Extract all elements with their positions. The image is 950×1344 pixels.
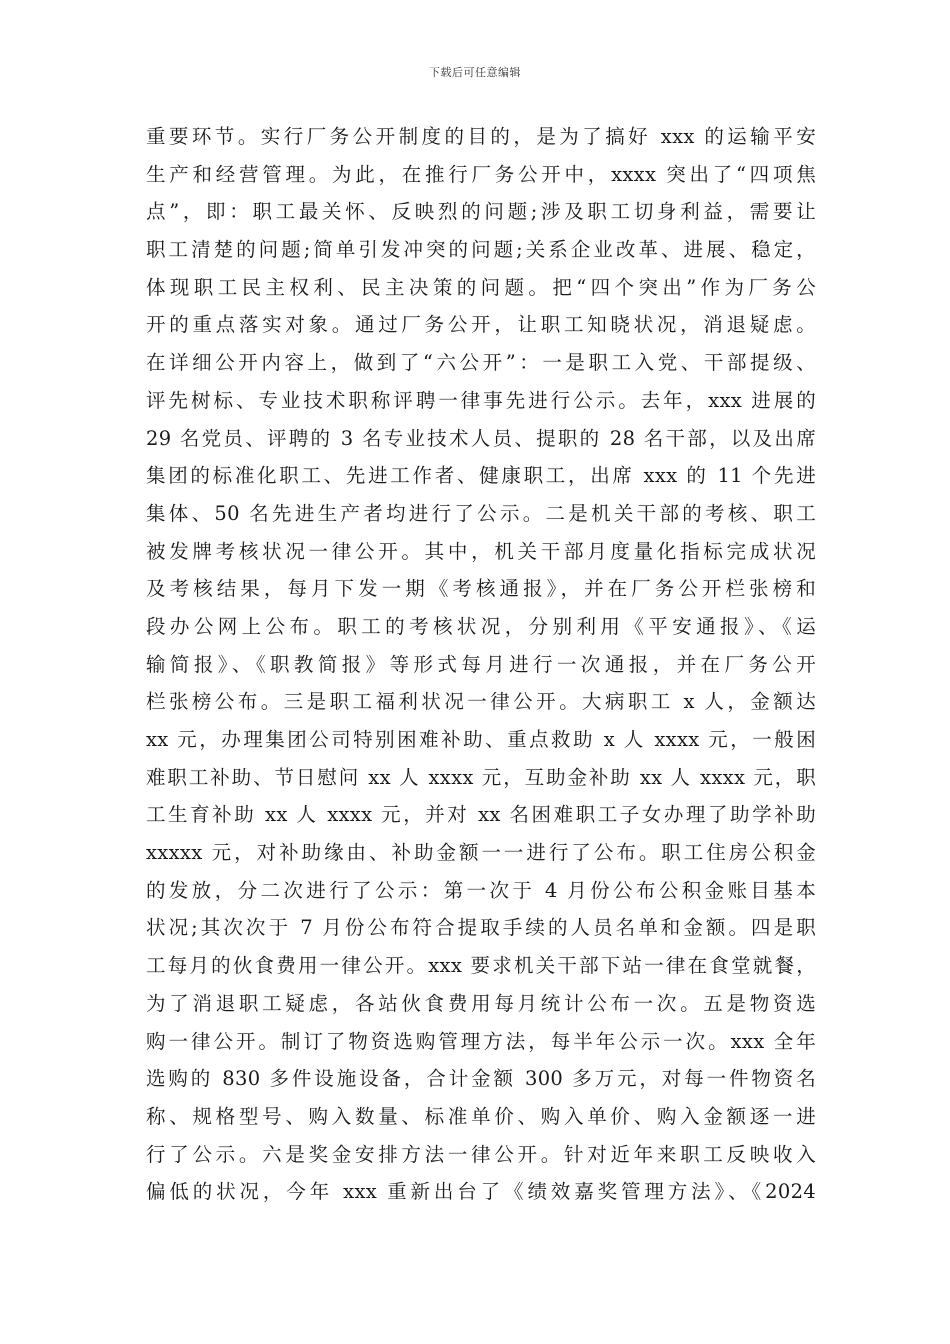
text-line: 及考核结果，每月下发一期《考核通报》，并在厂务公开栏张榜和 [146,577,816,601]
text-line: 工生育补助 xx 人 xxxx 元，并对 xx 名困难职工子女办理了助学补助 [146,803,816,827]
page-header-note: 下载后可任意编辑 [429,66,521,79]
text-line: 行了公示。六是奖金安排方法一律公开。针对近年来职工反映收入 [146,1142,816,1166]
text-line: 评先树标、专业技术职称评聘一律事先进行公示。去年，xxx 进展的 [146,388,816,412]
text-line: 开的重点落实对象。通过厂务公开，让职工知晓状况，消退疑虑。 [146,313,816,337]
text-line: 状况;其次次于 7 月份公布符合提取手续的人员名单和金额。四是职 [146,916,816,940]
text-line: 点”，即：职工最关怀、反映烈的问题;涉及职工切身利益，需要让 [146,200,816,224]
text-line: xx 元，办理集团公司特别困难补助、重点救助 x 人 xxxx 元，一般困 [146,728,816,751]
text-line: 29 名党员、评聘的 3 名专业技术人员、提职的 28 名干部，以及出席 [146,426,816,450]
text-line: 为了消退职工疑虑，各站伙食费用每月统计公布一次。五是物资选 [146,991,816,1015]
text-line: 购一律公开。制订了物资选购管理方法，每半年公示一次。xxx 全年 [146,1029,816,1053]
text-line: 的发放，分二次进行了公示：第一次于 4 月份公布公积金账目基本 [146,878,816,902]
text-line: 职工清楚的问题;简单引发冲突的问题;关系企业改革、进展、稳定， [146,238,816,262]
text-line: 集团的标准化职工、先进工作者、健康职工，出席 xxx 的 11 个先进 [146,464,816,488]
text-line: 集体、50 名先进生产者均进行了公示。二是机关干部的考核、职工 [146,501,816,525]
text-line: 栏张榜公布。三是职工福利状况一律公开。大病职工 x 人，金额达 [146,690,816,714]
text-line: 在详细公开内容上，做到了“六公开”：一是职工入党、干部提级、 [146,351,816,375]
text-line: 偏低的状况，今年 xxx 重新出台了《绩效嘉奖管理方法》、《2024 [146,1180,816,1204]
text-line: 被发牌考核状况一律公开。其中，机关干部月度量化指标完成状况 [146,539,816,563]
text-line: 生产和经营管理。为此，在推行厂务公开中，xxxx 突出了“四项焦 [146,162,816,186]
body-paragraph [146,118,816,1211]
text-line: 选购的 830 多件设施设备，合计金额 300 多万元，对每一件物资名 [146,1067,816,1091]
text-line: 体现职工民主权利、民主决策的问题。把“四个突出”作为厂务公 [146,275,816,299]
text-line: xxxxx 元，对补助缘由、补助金额一一进行了公布。职工住房公积金 [146,841,816,865]
text-line: 难职工补助、节日慰问 xx 人 xxxx 元，互助金补助 xx 人 xxxx 元，职 [146,765,816,789]
text-line: 重要环节。实行厂务公开制度的目的，是为了搞好 xxx 的运输平安 [146,125,816,148]
text-line: 工每月的伙食费用一律公开。xxx 要求机关干部下站一律在食堂就餐， [146,954,816,978]
text-line: 段办公网上公布。职工的考核状况，分别利用《平安通报》、《运 [146,614,816,638]
text-line: 称、规格型号、购入数量、标准单价、购入单价、购入金额逐一进 [146,1104,816,1128]
text-line: 输简报》、《职教简报》等形式每月进行一次通报，并在厂务公开 [146,652,816,676]
